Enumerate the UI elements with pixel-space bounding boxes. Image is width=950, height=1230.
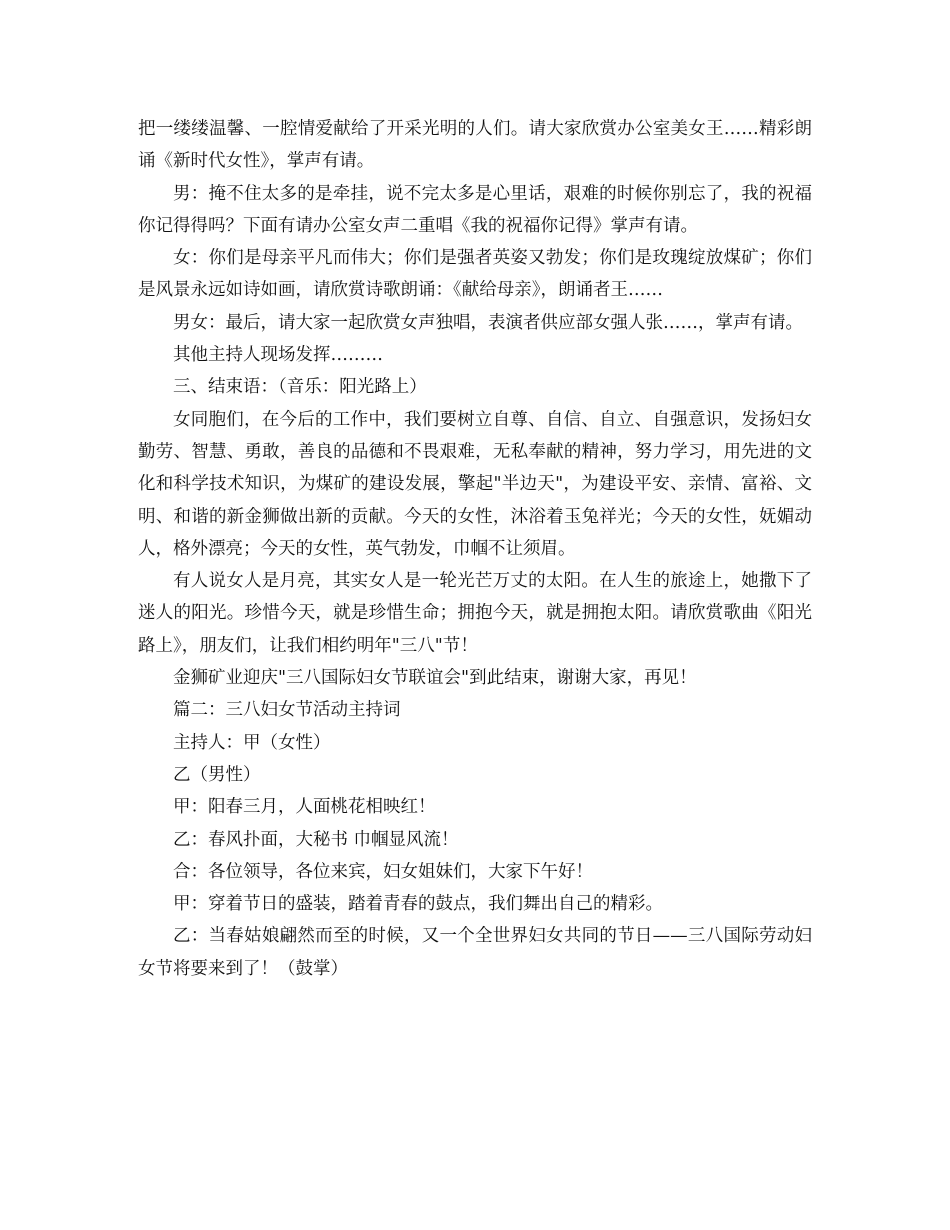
paragraph-improvise: 其他主持人现场发挥……… [173,345,383,366]
paragraph-sun-metaphor: 有人说女人是月亮，其实女人是一轮光芒万丈的太阳。在人生的旅途上，她撒下了迷人的阳光。珍惜今天，就是珍惜生命；拥抱今天，就是拥抱太阳。请欣赏歌曲《阳光路上》，朋友们，让我们相约明年"三八"节！ [138,571,812,656]
document-body [138,113,812,985]
paragraph-line-b1: 乙：春风扑面，大秘书 巾帼显风流！ [173,829,459,850]
paragraph-line-b2: 乙：当春姑娘翩然而至的时候，又一个全世界妇女共同的节日——三八国际劳动妇女节将要来到了！（鼓掌） [138,926,812,979]
paragraph-line-a1: 甲：阳春三月，人面桃花相映红！ [173,797,436,818]
paragraph-female-host: 女：你们是母亲平凡而伟大；你们是强者英姿又勃发；你们是玫瑰绽放煤矿；你们是风景永远如诗如画，请欣赏诗歌朗诵：《献给母亲》，朗诵者王…… [138,248,812,301]
paragraph-line-a2: 甲：穿着节日的盛装，踏着青春的鼓点，我们舞出自己的精彩。 [173,894,663,915]
paragraph-continuation: 把一缕缕温馨、一腔情爱献给了开采光明的人们。请大家欣赏办公室美女王……精彩朗诵《新时代女性》，掌声有请。 [138,119,812,172]
paragraph-host-a: 主持人：甲（女性） [173,732,331,753]
paragraph-line-together: 合：各位领导，各位来宾，妇女姐妹们，大家下午好！ [173,861,593,882]
paragraph-farewell: 金狮矿业迎庆"三八国际妇女节联谊会"到此结束，谢谢大家，再见！ [173,668,697,689]
section-heading-closing: 三、结束语：（音乐：阳光路上） [173,377,427,398]
paragraph-both-hosts: 男女：最后，请大家一起欣赏女声独唱，表演者供应部女强人张……，掌声有请。 [173,312,803,333]
section-heading-part-two: 篇二：三八妇女节活动主持词 [173,700,401,721]
paragraph-male-host: 男：掩不住太多的是牵挂，说不完太多是心里话，艰难的时候你别忘了，我的祝福你记得得吗？下面有请办公室女声二重唱《我的祝福你记得》掌声有请。 [138,183,812,236]
paragraph-closing-speech: 女同胞们，在今后的工作中，我们要树立自尊、自信、自立、自强意识，发扬妇女勤劳、智慧、勇敢，善良的品德和不畏艰难，无私奉献的精神，努力学习，用先进的文化和科学技术知识，为煤矿的建设发展，擎起"半边天"，为建设平安、亲情、富裕、文明、和谐的新金狮做出新的贡献。今天的女性，沐浴着玉兔祥光；今天的女性，妩媚动人，格外漂亮；今天的女性，英气勃发，巾帼不让须眉。 [138,409,812,559]
paragraph-host-b: 乙（男性） [173,764,261,785]
